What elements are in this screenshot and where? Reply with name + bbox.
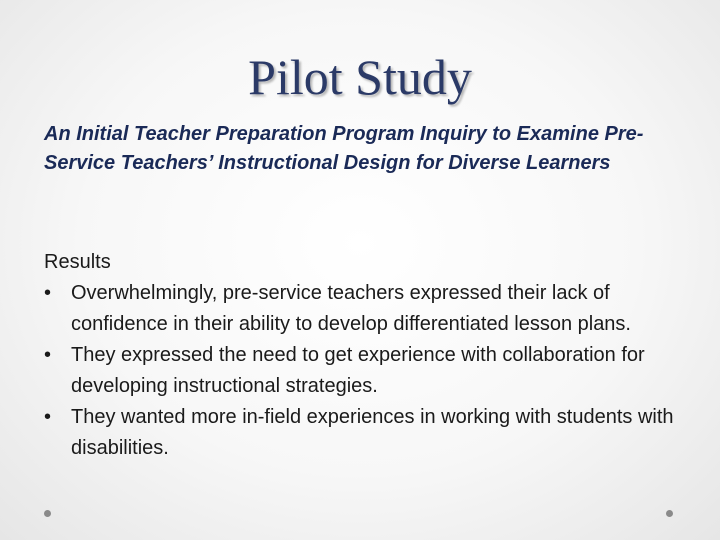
bullet-text: They wanted more in-field experiences in working with students with disabilities.	[71, 406, 674, 459]
bullet-item	[44, 278, 684, 340]
results-heading: Results	[44, 251, 111, 273]
corner-dot-right-icon	[666, 510, 673, 517]
corner-dot-left-icon	[44, 510, 51, 517]
bullet-icon: •	[44, 282, 52, 304]
results-bullet-list	[44, 278, 684, 464]
bullet-item	[44, 402, 684, 464]
bullet-icon: •	[44, 344, 52, 366]
bullet-item	[44, 340, 684, 402]
results-section	[44, 247, 684, 464]
slide-subtitle: An Initial Teacher Preparation Program Inquiry to Examine Pre-Service Teachers’ Instructional Design for Diverse Learners	[44, 123, 644, 174]
slide-title: Pilot Study	[248, 49, 472, 105]
bullet-text: They expressed the need to get experience with collaboration for developing instructional strategies.	[71, 344, 645, 397]
bullet-icon: •	[44, 406, 52, 428]
bullet-text: Overwhelmingly, pre-service teachers expressed their lack of confidence in their ability to develop differentiated lesson plans.	[71, 282, 631, 335]
